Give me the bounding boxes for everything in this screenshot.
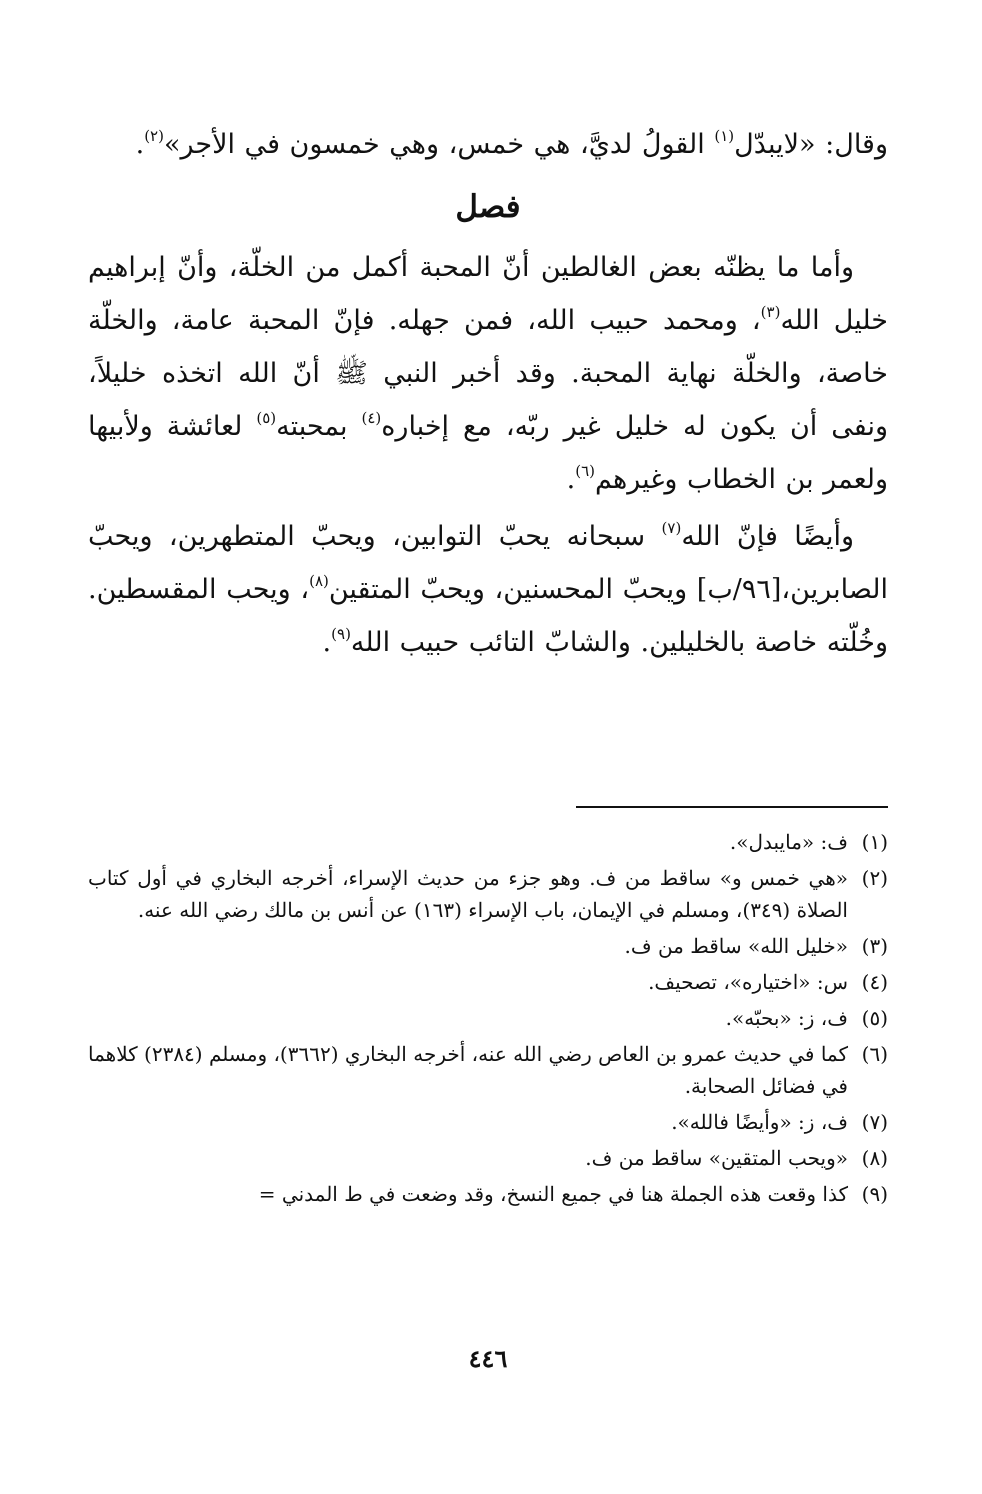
footnote-text: ف، ز: «بحبّه». xyxy=(725,1006,848,1030)
footnote-ref-2[interactable]: (٢) xyxy=(144,127,164,145)
footnote-number: (٦) xyxy=(861,1042,888,1066)
para1-text-a: وأما ما يظنّه بعض الغالطين أنّ المحبة أكمل من الخلّة، وأنّ إبراهيم خليل الله xyxy=(88,252,888,336)
opening-text-a: وقال: «لايبدّل xyxy=(734,129,888,160)
footnote-ref-3[interactable]: (٣) xyxy=(760,303,781,321)
footnote-8 xyxy=(88,1142,888,1174)
footnote-1 xyxy=(88,826,888,858)
footnote-number: (٧) xyxy=(861,1110,888,1134)
footnote-number: (٨) xyxy=(861,1146,888,1170)
footnote-ref-4[interactable]: (٤) xyxy=(361,409,382,427)
opening-paragraph xyxy=(88,118,888,171)
para2-text-c: ، ويحب المقسطين. وخُلّته خاصة بالخليلين. والشابّ التائب حبيب الله xyxy=(88,574,888,658)
footnote-number: (٥) xyxy=(861,1006,888,1030)
footnote-text: س: «اختياره»، تصحيف. xyxy=(648,970,848,994)
footnotes-section xyxy=(88,826,888,1214)
page-number: ٤٤٦ xyxy=(468,1344,508,1373)
para2-text-d: . xyxy=(322,627,332,658)
opening-text-c: . xyxy=(135,129,145,160)
section-heading: فصل xyxy=(455,189,521,225)
footnote-ref-5[interactable]: (٥) xyxy=(256,409,277,427)
paragraph-1 xyxy=(88,241,888,506)
footnote-7 xyxy=(88,1106,888,1138)
para1-text-e: . xyxy=(566,464,576,495)
para1-text-b: ، ومحمد حبيب الله، فمن جهله. فإنّ المحبة عامة، والخلّة خاصة، والخلّة نهاية المحبة. وقد أخبر النبي ﷺ أنّ الله اتخذه خليلاً، ونفى أن يكون له خليل غير ربّه، مع إخباره xyxy=(88,305,889,442)
footnote-3 xyxy=(88,930,888,962)
footnote-number: (٢) xyxy=(861,866,888,890)
footnote-number: (٣) xyxy=(861,934,888,958)
footnote-text: ف، ز: «وأيضًا فالله». xyxy=(671,1110,848,1134)
footnote-text: «خليل الله» ساقط من ف. xyxy=(624,934,848,958)
para1-text-c: بمحبته xyxy=(276,411,362,442)
footnote-text: ف: «مايبدل». xyxy=(729,830,848,854)
para2-text-a: وأيضًا فإنّ الله xyxy=(681,521,854,552)
footnote-number: (١) xyxy=(861,830,888,854)
footnote-text: «هي خمس و» ساقط من ف. وهو جزء من حديث الإسراء، أخرجه البخاري في أول كتاب الصلاة (٣٤٩)، ومسلم في الإيمان، باب الإسراء (١٦٣) عن أنس بن مالك رضي الله عنه. xyxy=(88,866,848,922)
footnote-text: كذا وقعت هذه الجملة هنا في جميع النسخ، وقد وضعت في ط المدني = xyxy=(258,1182,848,1206)
footnote-2 xyxy=(88,862,888,926)
para2-text-b: سبحانه يحبّ التوابين، ويحبّ المتطهرين، ويحبّ الصابرين،[٩٦/ب] ويحبّ المحسنين، ويحبّ المتقين xyxy=(88,521,888,605)
footnote-text: كما في حديث عمرو بن العاص رضي الله عنه، أخرجه البخاري (٣٦٦٢)، ومسلم (٢٣٨٤) كلاهما في فضائل الصحابة. xyxy=(88,1042,848,1098)
footnote-6 xyxy=(88,1038,888,1102)
para1-text-d: لعائشة ولأبيها ولعمر بن الخطاب وغيرهم xyxy=(88,411,888,495)
footnote-5 xyxy=(88,1002,888,1034)
paragraph-2 xyxy=(88,510,888,669)
footnote-divider xyxy=(576,806,888,808)
opening-text-b: القولُ لديَّ، هي خمس، وهي خمسون في الأجر» xyxy=(163,129,715,160)
footnote-ref-8[interactable]: (٨) xyxy=(309,572,329,590)
footnote-9 xyxy=(88,1178,888,1210)
footnote-4 xyxy=(88,966,888,998)
footnote-number: (٩) xyxy=(861,1182,888,1206)
footnote-number: (٤) xyxy=(861,970,888,994)
footnote-ref-6[interactable]: (٦) xyxy=(575,462,596,480)
footnote-text: «ويحب المتقين» ساقط من ف. xyxy=(585,1146,848,1170)
footnote-ref-7[interactable]: (٧) xyxy=(661,519,682,537)
footnote-ref-9[interactable]: (٩) xyxy=(331,625,351,643)
book-page xyxy=(88,118,888,1494)
footnote-ref-1[interactable]: (١) xyxy=(714,127,735,145)
